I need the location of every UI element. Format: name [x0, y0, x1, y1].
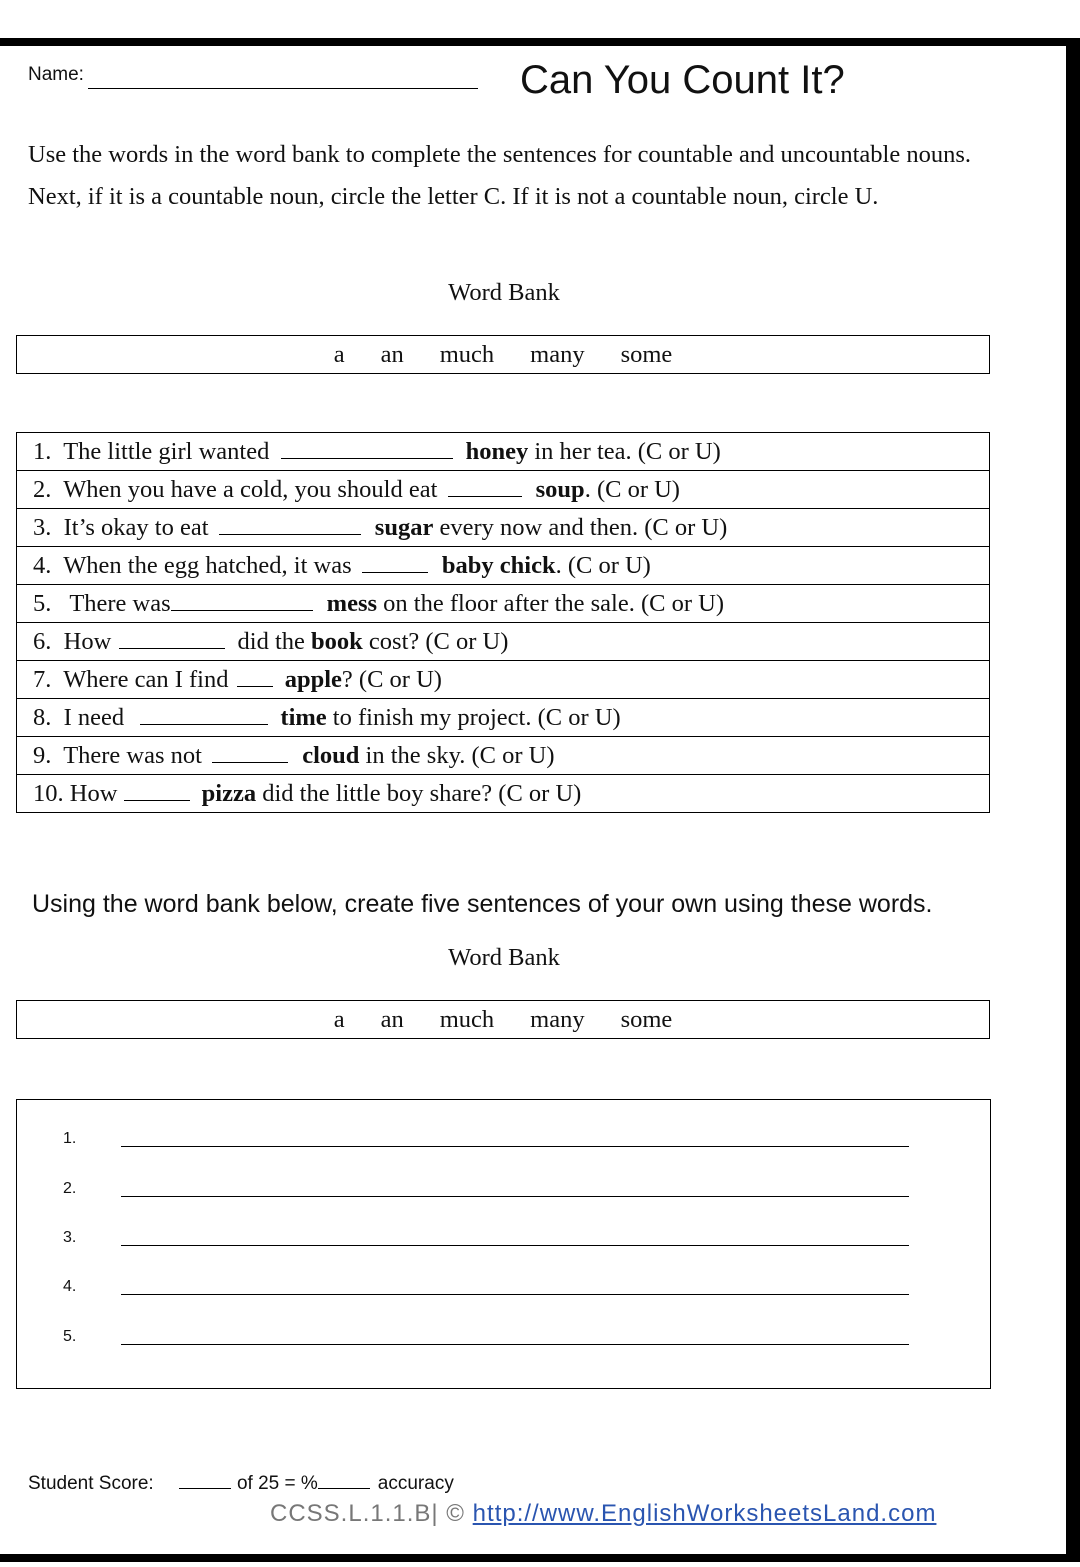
question-row: 7. Where can I find apple? (C or U) — [17, 661, 990, 699]
question-row: 1. The little girl wanted honey in her tea. (C or U) — [17, 433, 990, 471]
word-bank — [16, 335, 990, 374]
instructions: Use the words in the word bank to complete the sentences for countable and uncountable nouns. Next, if it is a countable noun, circle the letter C. If it is not a countable noun, circle U. — [28, 141, 971, 210]
standard-code: CCSS.L.1.1.B| © — [270, 1500, 465, 1527]
word-bank-word: some — [620, 340, 673, 368]
percent-blank[interactable] — [318, 1472, 370, 1489]
word-bank-title-2: Word Bank — [448, 944, 560, 971]
word-bank-title: Word Bank — [448, 279, 560, 306]
sentence-line[interactable]: 3. — [63, 1229, 76, 1247]
score-blank[interactable] — [179, 1472, 231, 1489]
word-bank-word: a — [333, 340, 345, 368]
website-link[interactable]: http://www.EnglishWorksheetsLand.com — [472, 1500, 937, 1527]
sentence-line[interactable]: 2. — [63, 1180, 76, 1198]
question-row: 8. I need time to finish my project. (C or U) — [17, 699, 990, 737]
answer-blank[interactable] — [362, 554, 428, 573]
sentence-line[interactable]: 5. — [63, 1328, 76, 1346]
question-row: 10. How pizza did the little boy share? (C or U) — [17, 775, 990, 813]
word-bank-word: much — [439, 1005, 495, 1033]
name-field-line[interactable] — [88, 88, 478, 89]
answer-blank[interactable] — [171, 592, 313, 611]
word-bank-2 — [16, 1000, 990, 1039]
sentence-writing-box — [16, 1099, 991, 1389]
sentence-line[interactable]: 1. — [63, 1130, 76, 1148]
answer-blank[interactable] — [212, 744, 288, 763]
question-row: 3. It’s okay to eat sugar every now and then. (C or U) — [17, 509, 990, 547]
question-table — [16, 432, 990, 813]
answer-blank[interactable] — [237, 668, 273, 687]
word-bank-word: many — [530, 1005, 585, 1033]
word-bank-word: some — [620, 1005, 673, 1033]
answer-blank[interactable] — [124, 782, 190, 801]
footer — [270, 1500, 936, 1528]
word-bank-word: an — [380, 1005, 404, 1033]
name-label: Name: — [28, 64, 84, 85]
word-bank-word: much — [439, 340, 495, 368]
answer-blank[interactable] — [119, 630, 225, 649]
question-row: 9. There was not cloud in the sky. (C or U) — [17, 737, 990, 775]
answer-blank[interactable] — [281, 440, 453, 459]
answer-blank[interactable] — [448, 478, 522, 497]
word-bank-word: an — [380, 340, 404, 368]
section-2-instruction: Using the word bank below, create five sentences of your own using these words. — [32, 890, 933, 918]
question-row: 5. There was mess on the floor after the sale. (C or U) — [17, 585, 990, 623]
student-score: Student Score: of 25 = % accuracy — [28, 1473, 454, 1494]
answer-blank[interactable] — [219, 516, 361, 535]
answer-blank[interactable] — [140, 706, 268, 725]
word-bank-word: a — [333, 1005, 345, 1033]
question-row: 6. How did the book cost? (C or U) — [17, 623, 990, 661]
page-title: Can You Count It? — [520, 58, 845, 102]
question-row: 2. When you have a cold, you should eat soup. (C or U) — [17, 471, 990, 509]
word-bank-word: many — [530, 340, 585, 368]
sentence-line[interactable]: 4. — [63, 1278, 76, 1296]
question-row: 4. When the egg hatched, it was baby chick. (C or U) — [17, 547, 990, 585]
